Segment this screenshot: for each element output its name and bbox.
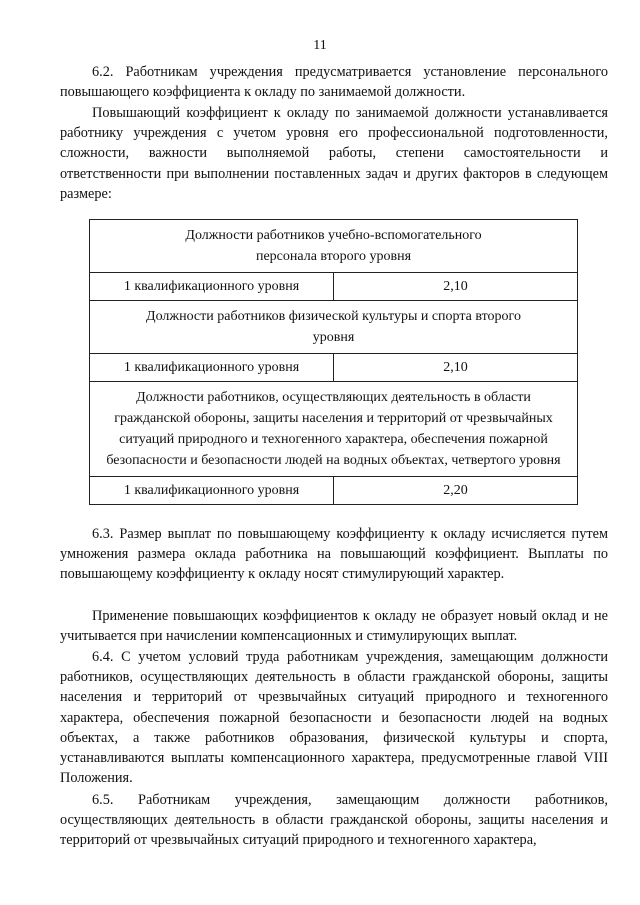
table-group-header-row bbox=[90, 382, 578, 477]
qualification-level: 1 квалификационного уровня bbox=[90, 477, 334, 505]
coefficient-value: 2,20 bbox=[334, 477, 578, 505]
group-header: Должности работников учебно-вспомогательного персонала второго уровня bbox=[90, 220, 578, 273]
paragraph-6-2-intro: 6.2. Работникам учреждения предусматривается установление персонального повышающего коэффициента к окладу по занимаемой должности. bbox=[60, 64, 608, 101]
group-header: Должности работников, осуществляющих деятельность в области гражданской обороны, защиты населения и территорий от чрезвычайных ситуаций природного и техногенного характера, обеспечения пожарной безопасности и безопасности людей на водных объектах, четвертого уровня bbox=[90, 382, 578, 477]
table-row bbox=[90, 354, 578, 382]
paragraph-6-5: 6.5. Работникам учреждения, замещающим должности работников, осуществляющих деятельность в области гражданской обороны, защиты населения и территорий от чрезвычайных ситуаций природного и техногенного характера, bbox=[60, 792, 608, 849]
coefficient-value: 2,10 bbox=[334, 273, 578, 301]
coefficient-value: 2,10 bbox=[334, 354, 578, 382]
paragraph-6-2-coefficient: Повышающий коэффициент к окладу по занимаемой должности устанавливается работнику учреждения с учетом уровня его профессиональной подготовленности, сложности, важности выполняемой работы, степени самостоятельности и ответственности при выполнении поставленных задач и других факторов в следующем размере: bbox=[60, 105, 608, 202]
table-group-header-row bbox=[90, 301, 578, 354]
qualification-level: 1 квалификационного уровня bbox=[90, 354, 334, 382]
table-group-header-row bbox=[90, 220, 578, 273]
group-header: Должности работников физической культуры и спорта второго уровня bbox=[90, 301, 578, 354]
qualification-level: 1 квалификационного уровня bbox=[90, 273, 334, 301]
table-row bbox=[90, 273, 578, 301]
paragraph-6-3-note: Применение повышающих коэффициентов к окладу не образует новый оклад и не учитывается при начислении компенсационных и стимулирующих выплат. bbox=[60, 608, 608, 645]
paragraph-6-4: 6.4. С учетом условий труда работникам учреждения, замещающим должности работников, осуществляющих деятельность в области гражданской обороны, защиты населения и территорий от чрезвычайных ситуаций природного и техногенного характера, обеспечения пожарной безопасности и безопасности людей на водных объектах, а также работников образования, физической культуры и спорта, устанавливаются выплаты компенсационного характера, предусмотренные главой VIII Положения. bbox=[60, 649, 608, 787]
page-number: 11 bbox=[313, 38, 327, 53]
coefficient-table bbox=[89, 219, 578, 505]
table-row bbox=[90, 477, 578, 505]
paragraph-6-3-intro: 6.3. Размер выплат по повышающему коэффициенту к окладу исчисляется путем умножения размера оклада работника на повышающий коэффициент. Выплаты по повышающему коэффициенту к окладу носят стимулирующий характер. bbox=[60, 526, 608, 583]
